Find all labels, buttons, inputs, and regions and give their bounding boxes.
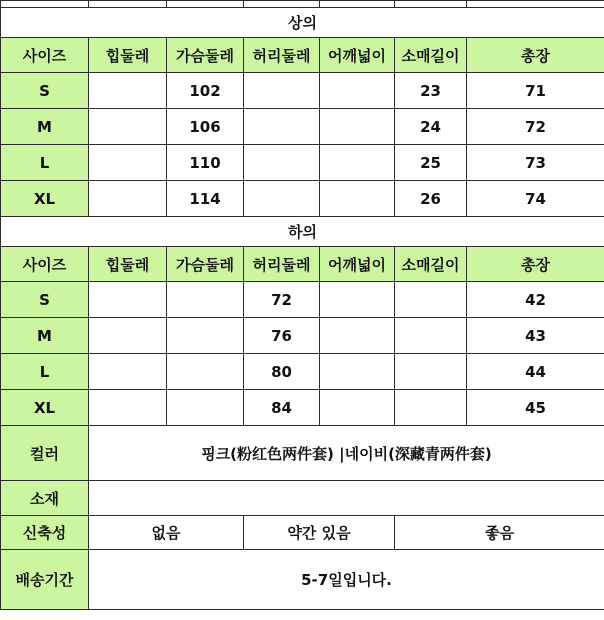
table-cell [167,282,244,318]
table-cell: 42 [467,282,604,318]
table-cell [320,109,395,145]
table-cell [320,73,395,109]
header-shoulder: 어깨넓이 [320,247,395,282]
table-cell [320,390,395,426]
top-edge-row [1,1,604,8]
size-label: M [1,318,89,354]
table-row [1,109,604,145]
color-row [1,426,604,481]
table-cell: 74 [467,181,604,217]
material-label: 소재 [1,481,89,516]
table-cell [89,145,167,181]
stretch-option-good: 좋음 [395,516,604,550]
header-waist: 허리둘레 [244,38,320,73]
top-section-title: 상의 [1,8,604,38]
size-label: L [1,354,89,390]
table-cell [320,318,395,354]
header-hip: 힙둘레 [89,38,167,73]
table-cell: 114 [167,181,244,217]
bottom-section-row [1,217,604,247]
header-length: 총장 [467,38,604,73]
table-cell [89,282,167,318]
table-cell: 26 [395,181,467,217]
table-row [1,282,604,318]
table-cell [244,109,320,145]
size-label: L [1,145,89,181]
table-cell: 72 [467,109,604,145]
header-chest: 가슴둘레 [167,38,244,73]
table-cell [320,181,395,217]
table-cell: 72 [244,282,320,318]
header-sleeve: 소매길이 [395,38,467,73]
color-value: 핑크(粉红色两件套) |네이비(深藏青两件套) [89,426,604,481]
bottom-section-title: 하의 [1,217,604,247]
table-cell: 44 [467,354,604,390]
table-cell [167,354,244,390]
header-size: 사이즈 [1,38,89,73]
stretch-option-slight: 약간 있음 [244,516,395,550]
header-waist: 허리둘레 [244,247,320,282]
table-row [1,145,604,181]
table-cell: 71 [467,73,604,109]
header-chest: 가슴둘레 [167,247,244,282]
table-cell [320,145,395,181]
table-cell [167,318,244,354]
size-label: S [1,73,89,109]
material-value [89,481,604,516]
table-row [1,181,604,217]
table-cell: 23 [395,73,467,109]
table-cell [244,145,320,181]
header-length: 총장 [467,247,604,282]
header-shoulder: 어깨넓이 [320,38,395,73]
size-label: M [1,109,89,145]
table-row [1,318,604,354]
table-cell [320,354,395,390]
table-cell: 80 [244,354,320,390]
header-hip: 힙둘레 [89,247,167,282]
table-row [1,73,604,109]
header-sleeve: 소매길이 [395,247,467,282]
table-cell [89,181,167,217]
table-cell: 110 [167,145,244,181]
size-label: XL [1,390,89,426]
header-size: 사이즈 [1,247,89,282]
table-cell: 106 [167,109,244,145]
table-cell [89,109,167,145]
table-cell: 102 [167,73,244,109]
table-cell: 73 [467,145,604,181]
top-header-row [1,38,604,73]
table-cell: 24 [395,109,467,145]
top-section-row [1,8,604,38]
table-cell [89,354,167,390]
table-cell: 84 [244,390,320,426]
stretch-option-none: 없음 [89,516,244,550]
stretch-label: 신축성 [1,516,89,550]
table-cell: 25 [395,145,467,181]
shipping-value: 5-7일입니다. [89,550,604,610]
shipping-label: 배송기간 [1,550,89,610]
table-cell [395,354,467,390]
table-cell [320,282,395,318]
table-cell [167,390,244,426]
size-label: XL [1,181,89,217]
table-cell [89,390,167,426]
stretch-row [1,516,604,550]
table-cell [395,390,467,426]
table-cell [395,318,467,354]
color-label: 컬러 [1,426,89,481]
table-cell [89,73,167,109]
table-cell [244,181,320,217]
table-cell [89,318,167,354]
table-cell: 45 [467,390,604,426]
material-row [1,481,604,516]
bottom-header-row [1,247,604,282]
table-cell [395,282,467,318]
size-label: S [1,282,89,318]
shipping-row [1,550,604,610]
table-cell [244,73,320,109]
table-row [1,354,604,390]
table-cell: 43 [467,318,604,354]
table-row [1,390,604,426]
table-cell: 76 [244,318,320,354]
